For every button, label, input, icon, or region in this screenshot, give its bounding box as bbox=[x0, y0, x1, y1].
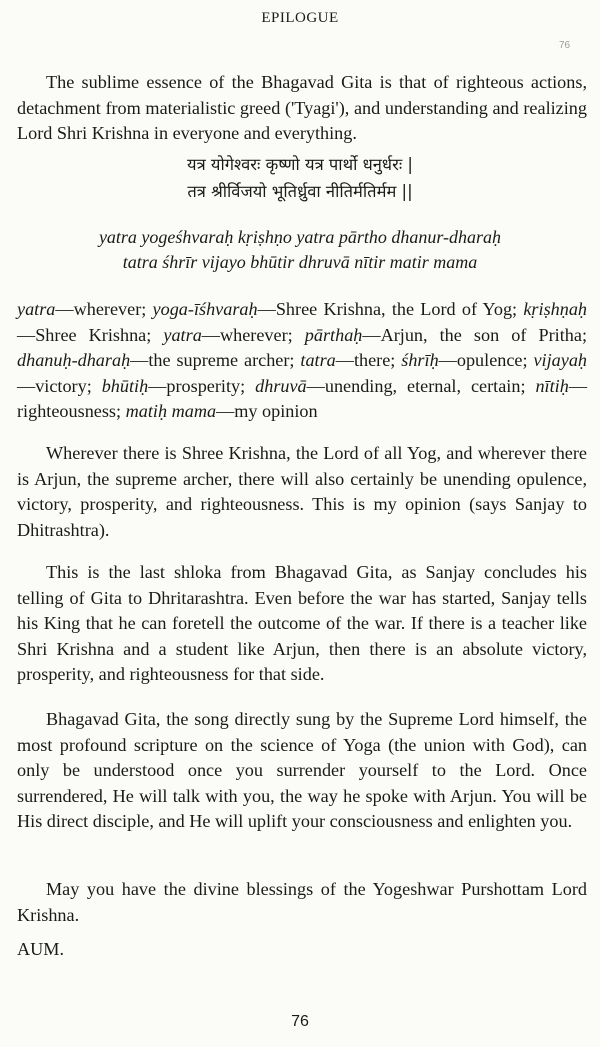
glossary-meaning: —Arjun, the son of Pritha; bbox=[362, 324, 587, 345]
meaning-block bbox=[17, 441, 587, 543]
verse-transliteration bbox=[0, 225, 600, 275]
running-header: EPILOGUE bbox=[261, 10, 339, 26]
glossary-term: dhruvā bbox=[255, 375, 307, 396]
glossary-term: yatra bbox=[17, 299, 56, 319]
glossary-paragraph bbox=[17, 297, 587, 425]
glossary-meaning: —opulence; bbox=[438, 350, 534, 370]
glossary-meaning: —Shree Krishna, the Lord of Yog; bbox=[257, 299, 524, 319]
verse-translit-line: tatra śhrīr vijayo bhūtir dhruvā nītir matir mama bbox=[122, 252, 478, 272]
gita-paragraph: Bhagavad Gita, the song directly sung by the Supreme Lord himself, the most profound scripture on the science of Yoga (the union with God), can only be understood once you surrender yourself to the Lord. Once surrendered, He will talk with you, the way he spoke with Arjun. You will be His direct disciple, and He will uplift your consciousness and enlighten you. bbox=[17, 709, 587, 831]
sanskrit-verse bbox=[0, 151, 600, 205]
glossary-meaning: —the supreme archer; bbox=[130, 350, 301, 370]
glossary-meaning: —wherever; bbox=[201, 324, 305, 345]
meaning-paragraph: Wherever there is Shree Krishna, the Lord of all Yog, and wherever there is Arjun, the supreme archer, there will also certainly be unending opulence, victory, prosperity, and righteousness. This is my opinion (says Sanjay to Dhitrashtra). bbox=[17, 443, 587, 540]
intro-block bbox=[17, 70, 587, 147]
glossary-meaning: —victory; bbox=[17, 375, 102, 396]
glossary-term: vijayaḥ bbox=[533, 350, 588, 370]
page-number: 76 bbox=[291, 1013, 309, 1030]
glossary-meaning: —prosperity; bbox=[148, 375, 256, 396]
glossary-term: pārthaḥ bbox=[304, 324, 363, 345]
glossary-term: śhrīḥ bbox=[401, 350, 439, 370]
glossary-term: matiḥ mama bbox=[125, 401, 217, 421]
glossary-term: yatra bbox=[163, 324, 202, 345]
verse-devanagari-line: तत्र श्रीर्विजयो भूतिर्ध्रुवा नीतिर्मतिर्मम || bbox=[187, 182, 413, 201]
last-shloka-block bbox=[17, 560, 587, 688]
aum-block bbox=[17, 937, 587, 963]
blessing-block bbox=[17, 877, 587, 928]
glossary-meaning: —righteousness; bbox=[17, 375, 587, 421]
glossary-meaning: —unending, eternal, certain; bbox=[306, 375, 536, 396]
aum-text: AUM. bbox=[17, 939, 64, 959]
verse-translit-line: yatra yogeśhvaraḥ kṛiṣhṇo yatra pārtho dhanur-dharaḥ bbox=[98, 227, 502, 247]
verse-devanagari-line: यत्र योगेश्वरः कृष्णो यत्र पार्थो धनुर्धरः | bbox=[187, 155, 413, 174]
glossary-meaning: —wherever; bbox=[55, 299, 153, 319]
intro-paragraph: The sublime essence of the Bhagavad Gita is that of righteous actions, detachment from materialistic greed ('Tyagi'), and understanding and realizing Lord Shri Krishna in everyone and everything. bbox=[17, 72, 587, 143]
last-shloka-paragraph: This is the last shloka from Bhagavad Gita, as Sanjay concludes his telling of Gita to Dhritarashtra. Even before the war has started, Sanjay tells his King that he can foretell the outcome of the war. If there is a teacher like Shri Krishna and a student like Arjun, then there is an absolute victory, prosperity, and righteousness for that side. bbox=[17, 562, 587, 684]
glossary-meaning: —my opinion bbox=[216, 401, 318, 421]
glossary-term: yoga-īśhvaraḥ bbox=[152, 299, 258, 319]
glossary-term: tatra bbox=[300, 350, 336, 370]
glossary-term: dhanuḥ-dharaḥ bbox=[17, 350, 131, 370]
blessing-paragraph: May you have the divine blessings of the Yogeshwar Purshottam Lord Krishna. bbox=[17, 879, 587, 925]
glossary-meaning: —Shree Krishna; bbox=[17, 324, 164, 345]
gita-block bbox=[17, 707, 587, 835]
glossary-term: nītiḥ bbox=[535, 375, 569, 396]
corner-page-number: 76 bbox=[559, 40, 571, 51]
word-glossary bbox=[17, 297, 587, 425]
glossary-term: kṛiṣhṇaḥ bbox=[523, 299, 588, 319]
glossary-meaning: —there; bbox=[335, 350, 402, 370]
glossary-term: bhūtiḥ bbox=[101, 375, 149, 396]
